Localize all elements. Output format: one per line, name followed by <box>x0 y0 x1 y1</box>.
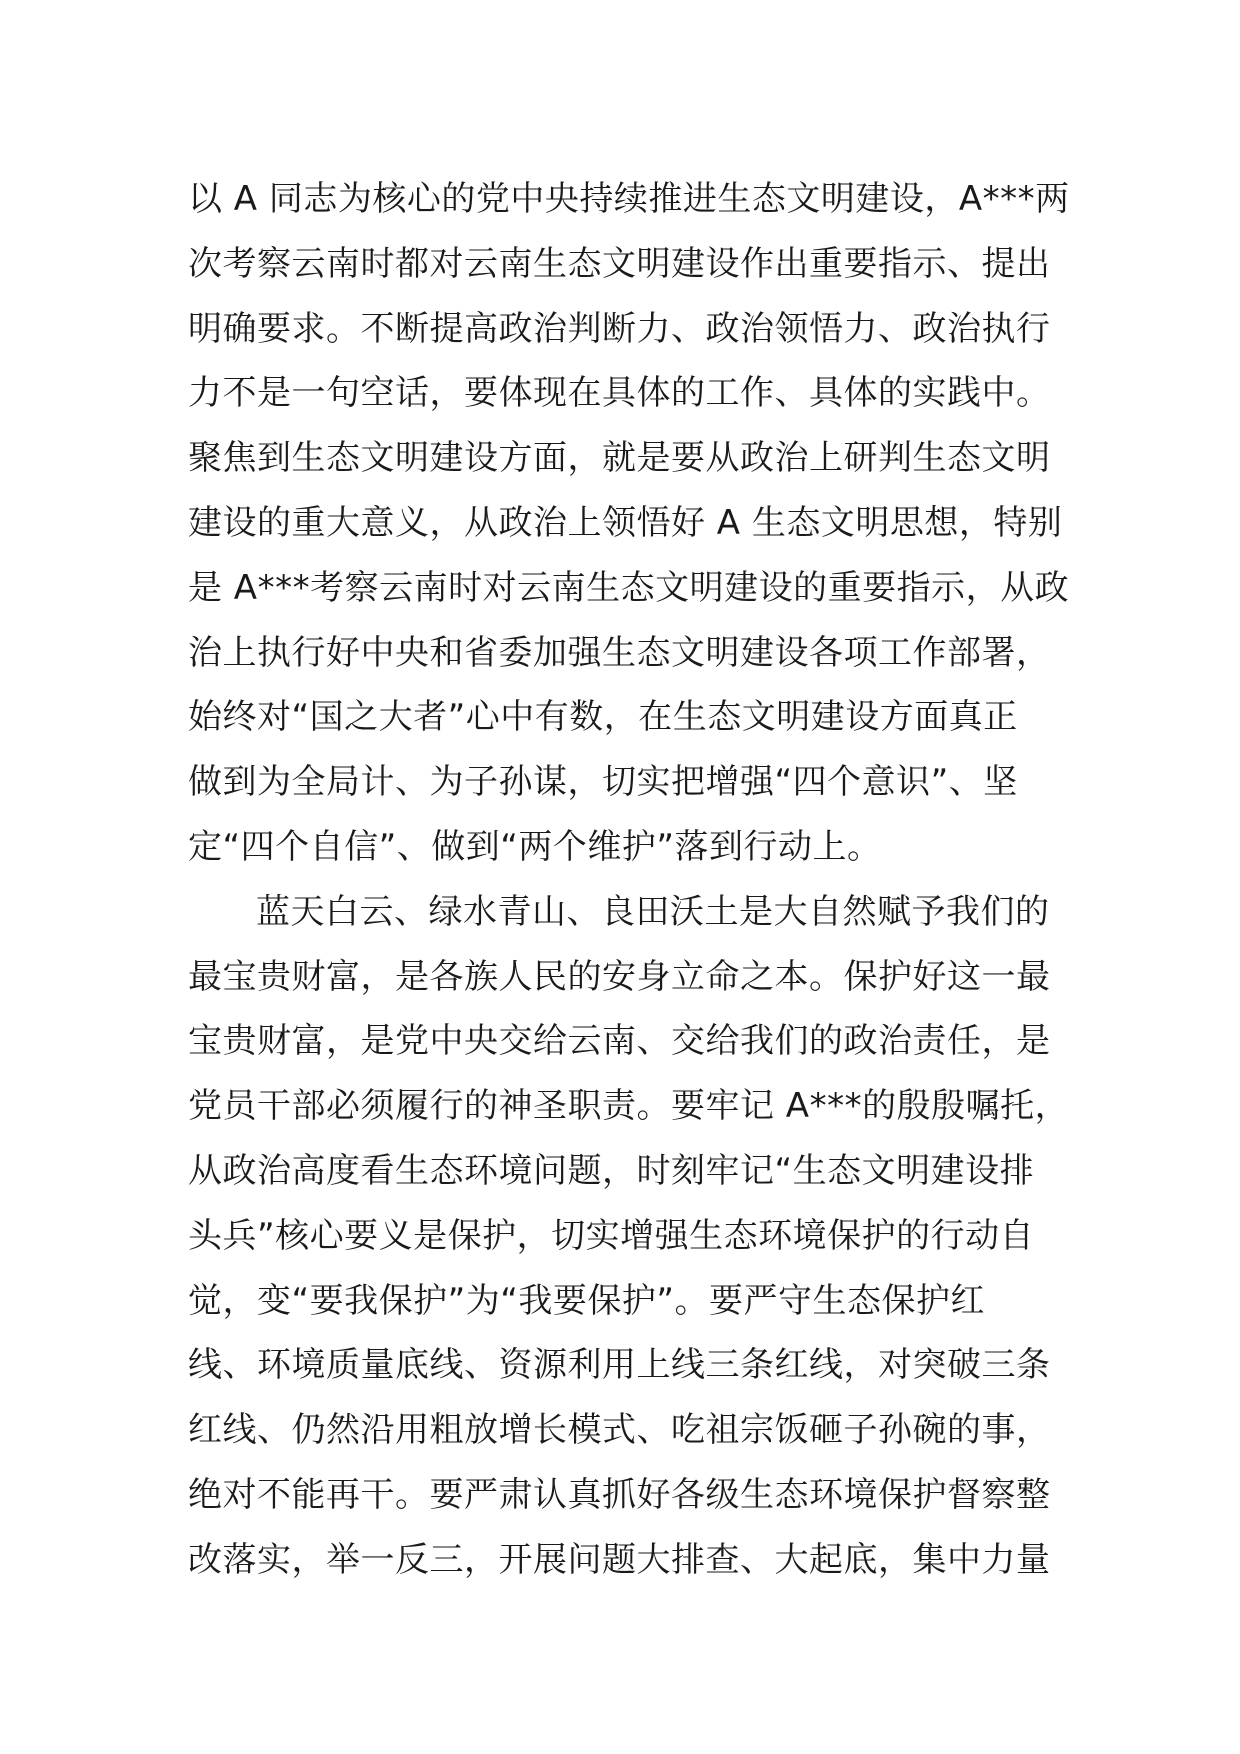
text-line: 宝贵财富，是党中央交给云南、交给我们的政治责任，是 <box>188 1021 1051 1062</box>
text-line: 红线、仍然沿用粗放增长模式、吃祖宗饭砸子孙碗的事， <box>188 1410 1051 1451</box>
text-line: 觉，变“要我保护”为“我要保护”。要严守生态保护红 <box>188 1280 985 1321</box>
text-line: 头兵”核心要义是保护，切实增强生态环境保护的行动自 <box>188 1215 1035 1256</box>
text-line: 始终对“国之大者”心中有数，在生态文明建设方面真正 <box>188 697 1018 738</box>
text-line: 绝对不能再干。要严肃认真抓好各级生态环境保护督察整 <box>188 1474 1051 1515</box>
text-line-indented: 蓝天白云、绿水青山、良田沃土是大自然赋予我们的 <box>256 891 1050 932</box>
text-line: 是 A***考察云南时对云南生态文明建设的重要指示，从政 <box>188 567 1070 608</box>
text-line: 从政治高度看生态环境问题，时刻牢记“生态文明建设排 <box>188 1150 1035 1191</box>
text-line: 最宝贵财富，是各族人民的安身立命之本。保护好这一最 <box>188 956 1051 997</box>
text-line: 党员干部必须履行的神圣职责。要牢记 A***的殷殷嘱托， <box>188 1086 1070 1127</box>
text-line: 明确要求。不断提高政治判断力、政治领悟力、政治执行 <box>188 308 1051 349</box>
text-line: 聚焦到生态文明建设方面，就是要从政治上研判生态文明 <box>188 438 1051 479</box>
text-line: 力不是一句空话，要体现在具体的工作、具体的实践中。 <box>188 373 1051 414</box>
text-line: 做到为全局计、为子孙谋，切实把增强“四个意识”、坚 <box>188 762 1018 803</box>
text-line: 线、环境质量底线、资源利用上线三条红线，对突破三条 <box>188 1345 1051 1386</box>
text-line: 以 A 同志为核心的党中央持续推进生态文明建设，A***两 <box>188 179 1070 219</box>
text-line: 次考察云南时都对云南生态文明建设作出重要指示、提出 <box>188 243 1051 284</box>
text-line: 改落实，举一反三，开展问题大排查、大起底，集中力量 <box>188 1539 1051 1580</box>
body-text <box>188 167 1068 1593</box>
text-line: 定“四个自信”、做到“两个维护”落到行动上。 <box>188 826 882 867</box>
text-line: 建设的重大意义，从政治上领悟好 A 生态文明思想，特别 <box>188 502 1063 543</box>
text-line: 治上执行好中央和省委加强生态文明建设各项工作部署， <box>188 632 1051 673</box>
